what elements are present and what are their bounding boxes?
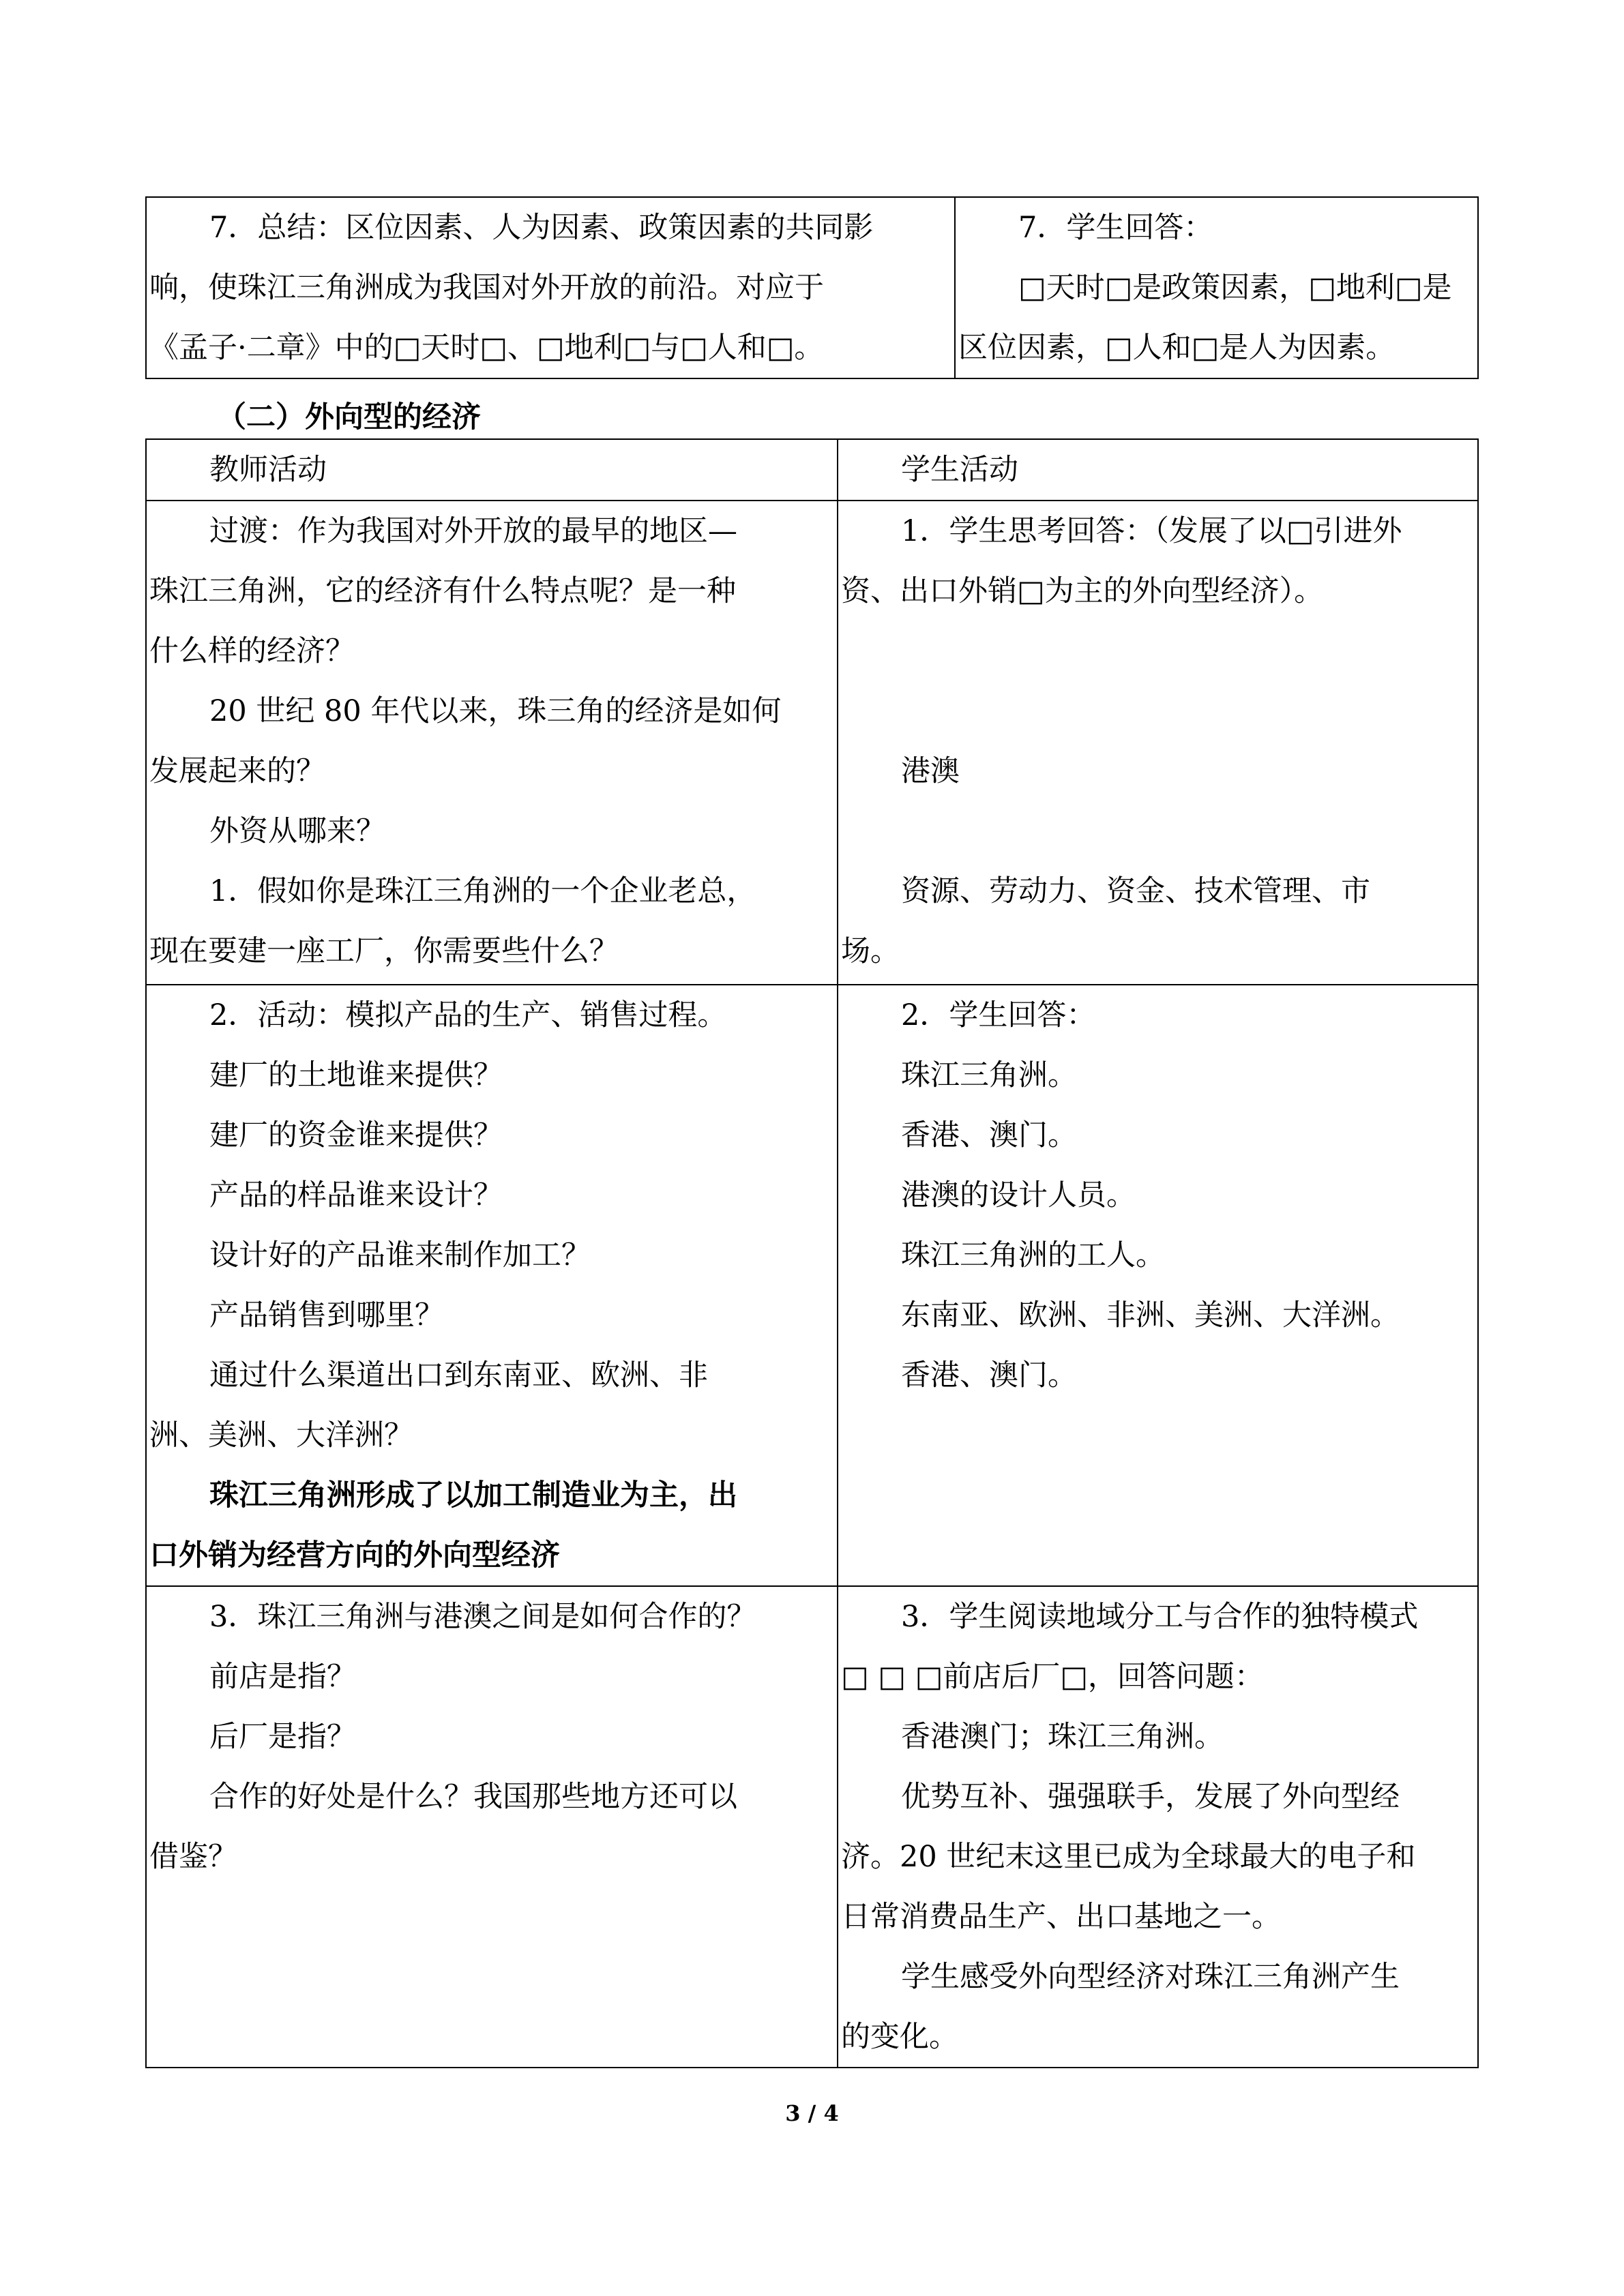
text-line: 资、出口外销□为主的外向型经济）。 (841, 574, 1324, 608)
text-line: 的变化。 (841, 2020, 958, 2054)
text-line: □天时□是政策因素，□地利□是 (1018, 271, 1452, 305)
text-line: 建厂的资金谁来提供？ (209, 1118, 503, 1152)
text-line: 1．学生思考回答：（发展了以□引进外 (901, 514, 1402, 548)
text-line: 外资从哪来？ (209, 814, 385, 848)
text-line: 响，使珠江三角洲成为我国对外开放的前沿。对应于 (149, 271, 824, 305)
text-line: 现在要建一座工厂，你需要些什么？ (149, 934, 619, 968)
text-line: 东南亚、欧洲、非洲、美洲、大洋洲。 (901, 1298, 1400, 1332)
blank-line (841, 801, 1475, 861)
row2-student-cell (838, 985, 1478, 1586)
row3-teacher-cell (146, 1586, 838, 2068)
header-student-cell (838, 439, 1478, 501)
text-line: 场。 (841, 934, 900, 968)
text-line: 资源、劳动力、资金、技术管理、市 (901, 874, 1370, 908)
text-line: 优势互补、强强联手，发展了外向型经 (901, 1780, 1400, 1814)
text-line: 发展起来的？ (149, 754, 325, 788)
text-line: 借鉴？ (149, 1840, 237, 1874)
text-line: 2．学生回答： (901, 998, 1096, 1032)
row2-teacher-cell (146, 985, 838, 1586)
text-line: 前店是指？ (209, 1660, 356, 1694)
text-line: 过渡：作为我国对外开放的最早的地区— (209, 514, 737, 548)
column-header: 教师活动 (209, 453, 327, 487)
text-line: 香港、澳门。 (901, 1358, 1077, 1392)
summary-teacher-cell (146, 197, 955, 378)
text-line: 3．珠江三角洲与港澳之间是如何合作的？ (209, 1600, 756, 1634)
section-heading: （二）外向型的经济 (217, 400, 481, 434)
text-line: 通过什么渠道出口到东南亚、欧洲、非 (209, 1358, 708, 1392)
activity-table (145, 438, 1479, 2068)
blank-line (841, 621, 1475, 681)
text-line: 3．学生阅读地域分工与合作的独特模式 (901, 1600, 1419, 1634)
text-line: 后厂是指？ (209, 1720, 356, 1754)
text-line: 产品销售到哪里？ (209, 1298, 444, 1332)
text-line: 香港、澳门。 (901, 1118, 1077, 1152)
row1-teacher-cell (146, 501, 838, 985)
conclusion-line: 口外销为经营方向的外向型经济 (149, 1538, 560, 1572)
text-line: 济。20 世纪末这里已成为全球最大的电子和 (841, 1840, 1416, 1874)
text-line: 产品的样品谁来设计？ (209, 1178, 503, 1212)
text-line: 7．总结：区位因素、人为因素、政策因素的共同影 (209, 211, 874, 245)
text-line: 《孟子·二章》中的□天时□、□地利□与□人和□。 (149, 331, 824, 365)
text-line: 珠江三角洲，它的经济有什么特点呢？是一种 (149, 574, 736, 608)
text-line: 珠江三角洲。 (901, 1058, 1077, 1092)
text-line: 1．假如你是珠江三角洲的一个企业老总， (209, 874, 756, 908)
text-line: 20 世纪 80 年代以来，珠三角的经济是如何 (209, 694, 782, 728)
page-number: 3 / 4 (785, 2100, 839, 2126)
text-line: 设计好的产品谁来制作加工？ (209, 1238, 591, 1272)
row1-student-cell (838, 501, 1478, 985)
text-line: 港澳的设计人员。 (901, 1178, 1136, 1212)
blank-line (841, 681, 1475, 741)
column-header: 学生活动 (901, 453, 1018, 487)
text-line: 2．活动：模拟产品的生产、销售过程。 (209, 998, 727, 1032)
summary-table (145, 196, 1479, 379)
text-line: 区位因素，□人和□是人为因素。 (958, 331, 1396, 365)
text-line: 港澳 (901, 754, 960, 788)
text-line: 学生感受外向型经济对珠江三角洲产生 (901, 1960, 1400, 1994)
text-line: 7．学生回答： (1018, 211, 1213, 245)
summary-student-cell (955, 197, 1478, 378)
text-line: 洲、美洲、大洋洲？ (149, 1418, 413, 1452)
text-line: 珠江三角洲的工人。 (901, 1238, 1165, 1272)
text-line: 日常消费品生产、出口基地之一。 (841, 1900, 1281, 1934)
text-line: □ □ □前店后厂□，回答问题： (841, 1660, 1264, 1694)
text-line: 香港澳门；珠江三角洲。 (901, 1720, 1224, 1754)
text-line: 建厂的土地谁来提供？ (209, 1058, 503, 1092)
text-line: 合作的好处是什么？我国那些地方还可以 (209, 1780, 737, 1814)
row3-student-cell (838, 1586, 1478, 2068)
conclusion-line: 珠江三角洲形成了以加工制造业为主，出 (209, 1478, 737, 1512)
text-line: 什么样的经济？ (149, 634, 355, 668)
header-teacher-cell (146, 439, 838, 501)
